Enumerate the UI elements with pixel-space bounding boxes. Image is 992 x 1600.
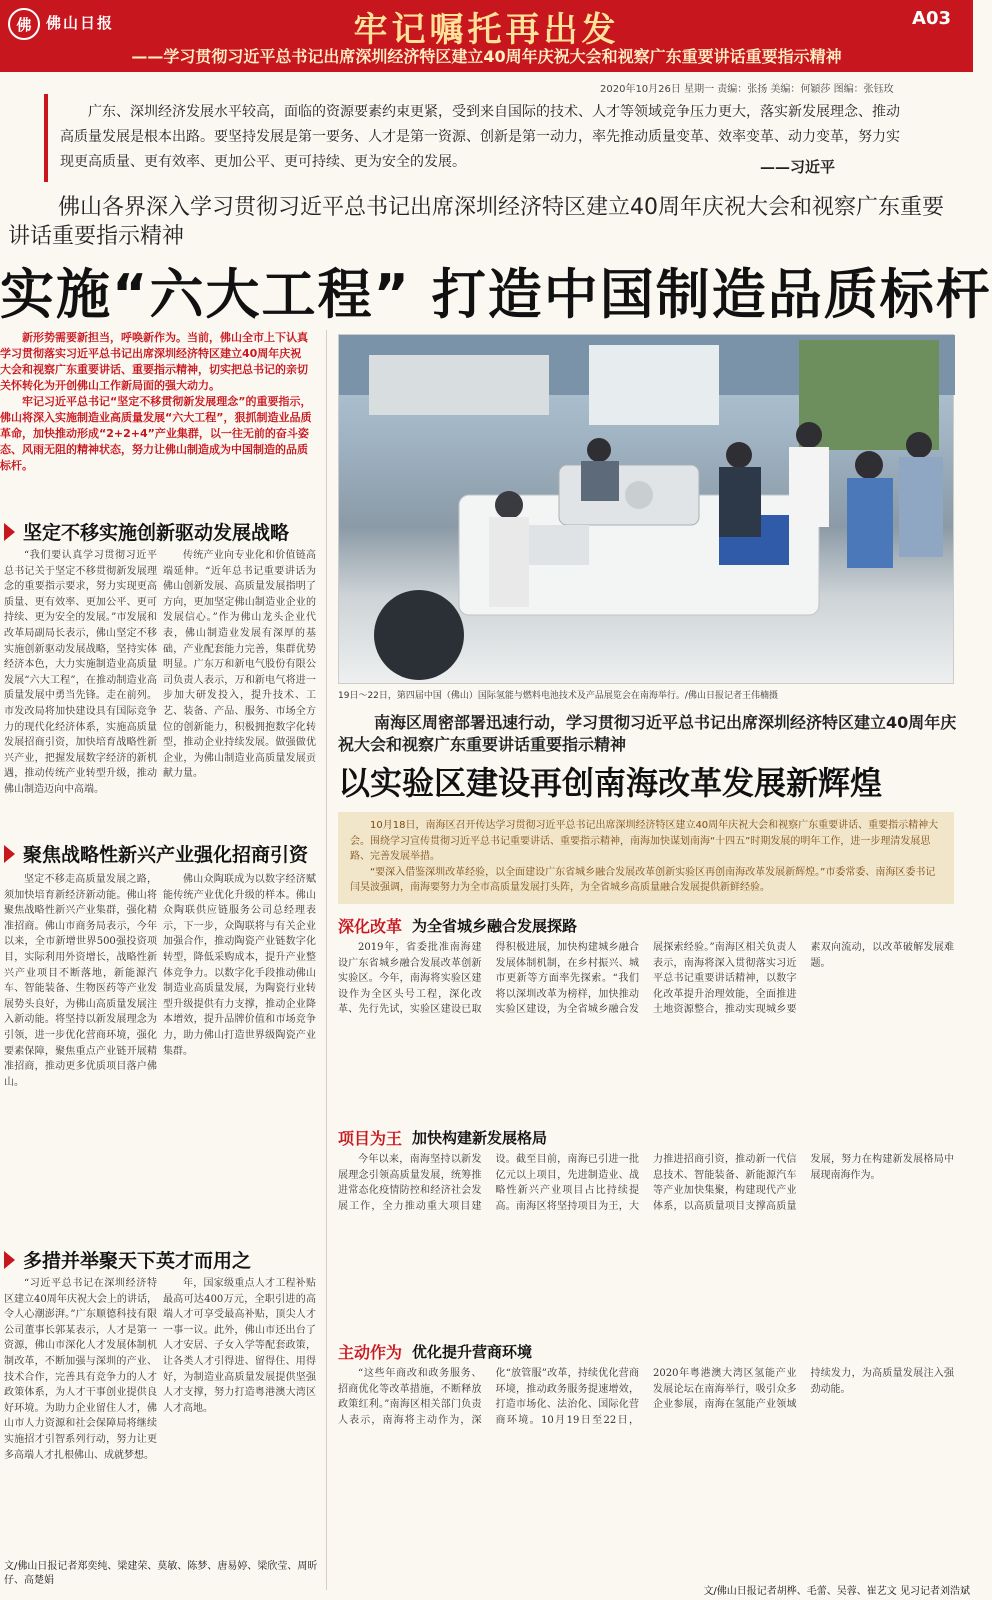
lead-paragraph: 新形势需要新担当，呼唤新作为。当前，佛山全市上下认真学习贯彻落实习近平总书记出席深圳经济特区建立40周年庆祝大会和视察广东重要讲话、重要指示精神，切实把总书记的亲切关怀转化为开创佛山工作新局面的强大动力。 (0, 331, 308, 392)
article-column: “我们要认真学习贯彻习近平总书记关于坚定不移贯彻新发展理念的重要指示要求，努力实现更高质量、更有效率、更加公平、更可持续、更为安全的发展。”市发展和改革局副局长表示，佛山坚定不移实施创新驱动发展战略，坚持实体经济本色，大力实施制造业高质量发展“六大工程”，在推动制造业高质量发展中勇当先锋。走在前列。市发改局将加快建设具有国际竞争力的现代化经济体系，实施高质量发展招商引资，加快培育战略性新兴产业，把握发展数字经济的新机遇，推动传统产业转型升级，推动佛山制造迈向中高端。 (4, 550, 157, 795)
dateline: 2020年10月26日 星期一 责编：张扬 美编：何穎莎 图编：张钰玫 (600, 84, 894, 95)
section-key: 项目为王 (338, 1129, 403, 1148)
article-lead (338, 812, 954, 904)
quote-text: 广东、深圳经济发展水平较高，面临的资源要素约束更紧，受到来自国际的技术、人才等领域竞争压力更大，落实新发展理念、推动高质量发展是根本出路。要坚持发展是第一要务、人才是第一资源、创新是第一动力，率先推动质量变革、效率变革、动力变革，努力实现更高质量、更有效率、更加公平、更可持续、更为安全的发展。 (60, 104, 900, 170)
article-column: “习近平总书记在深圳经济特区建立40周年庆祝大会上的讲话，令人心潮澎湃。”广东顺德科技有限公司董事长郭某表示，人才是第一资源，佛山市深化人才发展体制机制改革，不断加强与深圳的产业、技术合作，完善具有竞争力的人才政策体系，为人才干事创业提供良好环境。为助力企业留住人才，佛山市人力资源和社会保障局将继续实施招才引智系列行动，努力让更多高端人才扎根佛山、成就梦想。 (4, 1278, 157, 1461)
section-heading (4, 518, 324, 545)
byline: 文/佛山日报记者胡桦、毛蕾、吴蓉、崔艺文 见习记者刘浩斌 (703, 1586, 970, 1597)
article-column: 传统产业向专业化和价值链高端延伸。“近年总书记重要讲话为佛山创新发展、高质量发展指明了方向，更加坚定佛山制造业企业的发展信心。”作为佛山龙头企业代表，佛山制造业发展有深厚的基础，产业配套能力完善，集群优势明显。广东万和新电气股份有限公司负责人表示，万和新电气将进一步加大研发投入，提升技术、工艺、装备、产品、服务、市场全方位的创新能力，积极拥抱数字化转型，推动企业持续发展。做强做优企业，为佛山制造业高质量发展贡献力量。 (163, 550, 316, 780)
article-column: 年，国家级重点人才工程补贴最高可达400万元，全职引进的高端人才可享受最高补贴，顶尖人才一事一议。此外，佛山市还出台了人才安居、子女入学等配套政策，让各类人才引得进、留得住、用得好，为制造业高质量发展提供坚强人才支撑，努力打造粤港澳大湾区人才高地。 (163, 1278, 316, 1414)
section-heading (338, 1126, 547, 1149)
lead-paragraph: 牢记习近平总书记“坚定不移贯彻新发展理念”的重要指示，佛山将深入实施制造业高质量发展“六大工程”，狠抓制造业品质革命，加快推动形成“2+2+4”产业集群，以一往无前的奋斗姿态、风雨无阻的精神状态，努力让佛山制造成为中国制造的品质标杆。 (0, 395, 312, 472)
section-heading-text: 坚定不移实施创新驱动发展战略 (23, 522, 290, 544)
article-lead (0, 330, 312, 472)
article-headline: 以实验区建设再创南海改革发展新辉煌 (338, 764, 883, 802)
exhibition-photo (338, 334, 954, 684)
article-column: 佛山众陶联成为以数字经济赋能传统产业优化升级的样本。佛山众陶联供应链服务公司总经理表示，下一步，众陶联将与有关企业加强合作，推动陶瓷产业链数字化转型，降低采购成本，提升产业整体竞争力。以数字化手段推动佛山制造业高质量发展，为陶瓷行业转型升级提供有力支撑，推动企业降本增效，提升品牌价值和市场竞争力，助力佛山打造世界级陶瓷产业集群。 (163, 874, 316, 1057)
page-title: 牢记嘱托再出发 (353, 10, 620, 50)
article-kicker: 佛山各界深入学习贯彻习近平总书记出席深圳经济特区建立40周年庆祝大会和视察广东重要讲话重要指示精神 (8, 195, 944, 249)
column-divider (326, 330, 327, 1590)
exhibition-photo-illustration (339, 335, 955, 685)
article-headline: 实施“六大工程” 打造中国制造品质标杆 (0, 263, 992, 326)
triangle-marker-icon (4, 845, 15, 863)
section-title: 加快构建新发展格局 (412, 1129, 548, 1147)
article-columns: 2019年，省委批准南海建设广东省城乡融合发展改革创新实验区。今年，南海将实验区建设作为全区头号工程，深化改革、先行先试，实验区建设已取得积极进展，加快构建城乡融合发展体制机制，在乡村振兴、城市更新等方面率先探索。“我们将以深圳改革为榜样，加快推动实验区建设，为全省城乡融合发展探索经验。”南海区相关负责人表示，南海将深入贯彻落实习近平总书记重要讲话精神，以数字化改革提升治理效能，全面推进土地资源整合，推动实现城乡要素双向流动，以改革破解发展难题。 (338, 942, 954, 1016)
byline: 文/佛山日报记者郑奕纯、梁建荣、莫敏、陈梦、唐易婷、梁欣莹、周昕仔、高楚娟 (4, 1561, 318, 1586)
lead-paragraph: “要深入借鉴深圳改革经验，以全面建设广东省城乡融合发展改革创新实验区再创南海改革发展新辉煌。”市委常委、南海区委书记闫昊波强调，南海要努力为全市高质量发展打头阵，为全省城乡高质量融合发展提供新鲜经验。 (350, 866, 936, 893)
section-heading (4, 840, 324, 867)
section-heading (338, 1340, 532, 1363)
lead-paragraph: 10月18日，南海区召开传达学习贯彻习近平总书记出席深圳经济特区建立40周年庆祝大会和视察广东重要讲话、重要指示精神大会。围绕学习宣传贯彻习近平总书记重要讲话、重要指示精神，南海加快谋划南海“十四五”时期发展的明年工作，进一步理清发展思路、完善发展举措。 (350, 820, 939, 862)
newspaper-name: 佛山日报 (46, 14, 115, 32)
section-key: 深化改革 (338, 917, 403, 936)
section-heading (338, 914, 577, 937)
article-column: 坚定不移走高质量发展之路，须加快培育新经济新动能。佛山将聚焦战略性新兴产业集群，强化精准招商。佛山市商务局表示，今年以来，全市新增世界500强投资项目，实际利用外资增长，战略性新兴产业项目不断落地，新能源汽车、智能装备、生物医药等产业发展势头良好，为佛山高质量发展注入新动能。将坚持以新发展理念为引领，进一步优化营商环境，强化要素保障，聚焦重点产业链开展精准招商，推动更多优质项目落户佛山。 (4, 874, 157, 1088)
quote-author: ——习近平 (760, 158, 836, 176)
section-heading-text: 聚焦战略性新兴产业强化招商引资 (23, 844, 309, 866)
newspaper-logo-icon: 佛 (8, 8, 40, 40)
section-heading (4, 1246, 324, 1273)
page-subtitle: ——学习贯彻习近平总书记出席深圳经济特区建立40周年庆祝大会和视察广东重要讲话重要指示精神 (131, 47, 842, 66)
article-kicker: 南海区周密部署迅速行动，学习贯彻习近平总书记出席深圳经济特区建立40周年庆祝大会和视察广东重要讲话重要指示精神 (338, 713, 957, 754)
page-number: A03 (912, 8, 951, 29)
section-heading-text: 多措并举聚天下英才而用之 (23, 1250, 252, 1272)
triangle-marker-icon (4, 1251, 15, 1269)
triangle-marker-icon (4, 523, 15, 541)
photo-caption: 19日～22日，第四届中国（佛山）国际氢能与燃料电池技术及产品展览会在南海举行。/佛山日报记者王伟楠摄 (338, 691, 778, 701)
section-title: 为全省城乡融合发展探路 (412, 917, 578, 935)
section-key: 主动作为 (338, 1343, 403, 1362)
article-columns: 今年以来，南海坚持以新发展理念引领高质量发展，统筹推进常态化疫情防控和经济社会发展工作，全力推动重大项目建设。截至目前，南海已引进一批亿元以上项目，先进制造业、战略性新兴产业项目占比持续提高。南海区将坚持项目为王，大力推进招商引资，推动新一代信息技术、智能装备、新能源汽车等产业加快集聚，构建现代产业体系，以高质量项目支撑高质量发展，努力在构建新发展格局中展现南海作为。 (338, 1154, 954, 1212)
masthead (0, 0, 973, 72)
article-columns: “这些年商改和政务服务、招商优化等改革措施，不断释放政策红利。”南海区相关部门负责人表示，南海将主动作为，深化“放管服”改革，持续优化营商环境，推动政务服务提速增效，打造市场化、法治化、国际化营商环境。10月19日至22日，2020年粤港澳大湾区氢能产业发展论坛在南海举行，吸引众多企业参展，南海在氢能产业领域持续发力，为高质量发展注入强劲动能。 (338, 1368, 954, 1426)
section-title: 优化提升营商环境 (412, 1343, 533, 1361)
